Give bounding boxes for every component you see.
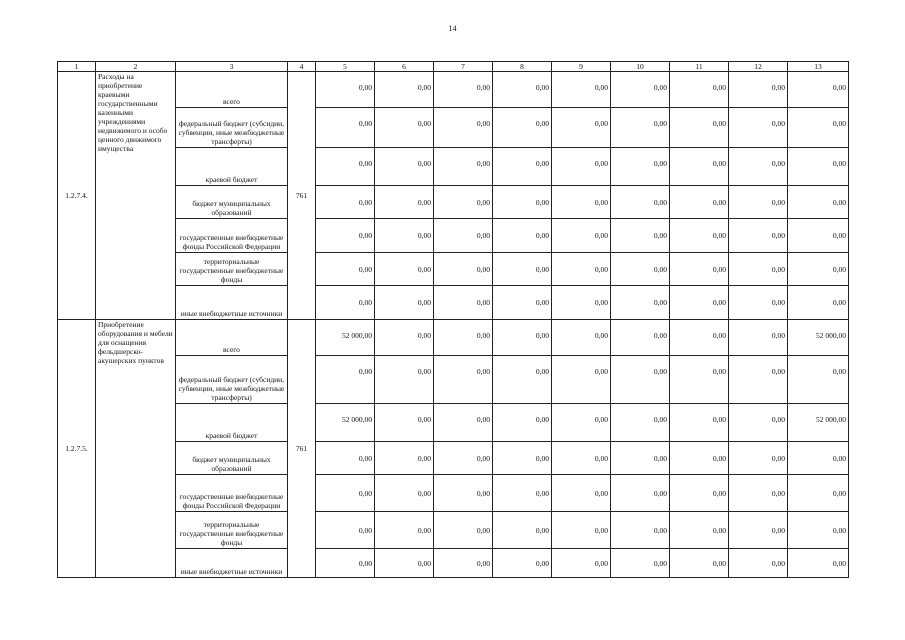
column-header-5: 5: [316, 62, 375, 72]
funding-source: государственные внебюджетные фонды Российской Федерации: [176, 219, 288, 253]
table-row: [58, 512, 849, 549]
value-cell: 0,00: [375, 320, 434, 356]
value-cell: 0,00: [493, 108, 552, 148]
value-cell: 0,00: [316, 72, 375, 108]
funding-source: территориальные государственные внебюджетные фонды: [176, 512, 288, 549]
value-cell: 0,00: [611, 108, 670, 148]
value-cell: 0,00: [375, 475, 434, 512]
value-cell: 0,00: [729, 404, 788, 442]
column-header-13: 13: [788, 62, 849, 72]
value-cell: 0,00: [434, 320, 493, 356]
value-cell: 0,00: [493, 72, 552, 108]
value-cell: 0,00: [670, 108, 729, 148]
value-cell: 0,00: [611, 72, 670, 108]
section-name: Приобретение оборудования и мебели для оснащения фельдшерско-акушерских пунктов: [96, 320, 176, 578]
value-cell: 0,00: [729, 186, 788, 219]
value-cell: 0,00: [611, 356, 670, 404]
value-cell: 0,00: [434, 475, 493, 512]
value-cell: 0,00: [729, 219, 788, 253]
column-header-8: 8: [493, 62, 552, 72]
value-cell: 0,00: [552, 549, 611, 578]
funding-source: краевой бюджет: [176, 404, 288, 442]
value-cell: 0,00: [493, 356, 552, 404]
value-cell: 0,00: [729, 512, 788, 549]
funding-source: иные внебюджетные источники: [176, 549, 288, 578]
page-number: 14: [448, 24, 457, 33]
value-cell: 0,00: [611, 512, 670, 549]
value-cell: 0,00: [611, 253, 670, 286]
value-cell: 0,00: [316, 253, 375, 286]
column-header-10: 10: [611, 62, 670, 72]
funding-source: краевой бюджет: [176, 148, 288, 186]
value-cell: 0,00: [375, 219, 434, 253]
value-cell: 0,00: [316, 219, 375, 253]
value-cell: 0,00: [434, 148, 493, 186]
value-cell: 0,00: [670, 404, 729, 442]
value-cell: 0,00: [729, 356, 788, 404]
value-cell: 0,00: [316, 442, 375, 475]
funding-source: территориальные государственные внебюджетные фонды: [176, 253, 288, 286]
column-header-2: 2: [96, 62, 176, 72]
value-cell: 0,00: [788, 475, 849, 512]
value-cell: 0,00: [611, 286, 670, 320]
value-cell: 0,00: [552, 404, 611, 442]
value-cell: 0,00: [493, 475, 552, 512]
section-code: 1.2.7.4.: [58, 72, 96, 320]
value-cell: 0,00: [670, 72, 729, 108]
value-cell: 0,00: [611, 475, 670, 512]
column-header-12: 12: [729, 62, 788, 72]
value-cell: 0,00: [316, 148, 375, 186]
value-cell: 0,00: [729, 549, 788, 578]
funding-source: бюджет муниципальных образований: [176, 186, 288, 219]
value-cell: 0,00: [552, 108, 611, 148]
value-cell: 52 000,00: [788, 404, 849, 442]
value-cell: 0,00: [552, 72, 611, 108]
value-cell: 0,00: [788, 356, 849, 404]
table-row: [58, 549, 849, 578]
value-cell: 0,00: [493, 404, 552, 442]
value-cell: 0,00: [316, 186, 375, 219]
value-cell: 0,00: [493, 186, 552, 219]
value-cell: 0,00: [434, 512, 493, 549]
value-cell: 0,00: [316, 108, 375, 148]
value-cell: 0,00: [434, 549, 493, 578]
section-name: Расходы на приобретение краевыми государственными казенными учреждениями недвижимого и особо ценного движимого имущества: [96, 72, 176, 320]
value-cell: 0,00: [611, 442, 670, 475]
value-cell: 0,00: [375, 72, 434, 108]
funding-source: всего: [176, 72, 288, 108]
column-header-9: 9: [552, 62, 611, 72]
value-cell: 0,00: [552, 475, 611, 512]
value-cell: 0,00: [552, 320, 611, 356]
value-cell: 0,00: [552, 356, 611, 404]
value-cell: 0,00: [375, 286, 434, 320]
value-cell: 0,00: [375, 404, 434, 442]
table-row: [58, 356, 849, 404]
value-cell: 0,00: [552, 286, 611, 320]
value-cell: 0,00: [670, 512, 729, 549]
value-cell: 0,00: [375, 356, 434, 404]
value-cell: 0,00: [670, 475, 729, 512]
funding-source: бюджет муниципальных образований: [176, 442, 288, 475]
value-cell: 0,00: [493, 253, 552, 286]
table-row: [58, 219, 849, 253]
budget-table: [57, 61, 849, 578]
funding-source: федеральный бюджет (субсидии, субвенции, иные межбюджетные трансферты): [176, 108, 288, 148]
value-cell: 0,00: [493, 320, 552, 356]
value-cell: 0,00: [670, 186, 729, 219]
value-cell: 0,00: [729, 253, 788, 286]
value-cell: 0,00: [375, 512, 434, 549]
value-cell: 0,00: [493, 549, 552, 578]
value-cell: 52 000,00: [788, 320, 849, 356]
value-cell: 0,00: [434, 286, 493, 320]
value-cell: 0,00: [316, 549, 375, 578]
value-cell: 0,00: [375, 549, 434, 578]
value-cell: 0,00: [788, 72, 849, 108]
value-cell: 0,00: [493, 219, 552, 253]
funding-source: иные внебюджетные источники: [176, 286, 288, 320]
value-cell: 0,00: [316, 286, 375, 320]
value-cell: 0,00: [434, 442, 493, 475]
value-cell: 0,00: [788, 512, 849, 549]
column-header-7: 7: [434, 62, 493, 72]
column-header-1: 1: [58, 62, 96, 72]
value-cell: 0,00: [670, 253, 729, 286]
value-cell: 0,00: [729, 148, 788, 186]
value-cell: 0,00: [670, 320, 729, 356]
funding-source: всего: [176, 320, 288, 356]
value-cell: 0,00: [729, 320, 788, 356]
value-cell: 0,00: [552, 186, 611, 219]
value-cell: 0,00: [434, 72, 493, 108]
table-row: [58, 475, 849, 512]
value-cell: 0,00: [316, 512, 375, 549]
value-cell: 0,00: [788, 219, 849, 253]
value-cell: 0,00: [670, 356, 729, 404]
value-cell: 0,00: [729, 108, 788, 148]
table-row: [58, 253, 849, 286]
value-cell: 0,00: [552, 253, 611, 286]
table-row: [58, 286, 849, 320]
value-cell: 0,00: [434, 356, 493, 404]
value-cell: 0,00: [670, 286, 729, 320]
value-cell: 0,00: [729, 286, 788, 320]
value-cell: 0,00: [434, 404, 493, 442]
table-row: [58, 404, 849, 442]
value-cell: 0,00: [434, 186, 493, 219]
value-cell: 0,00: [611, 186, 670, 219]
table-row: [58, 186, 849, 219]
value-cell: 0,00: [316, 356, 375, 404]
value-cell: 0,00: [375, 186, 434, 219]
table-body: [58, 62, 849, 578]
value-cell: 52 000,00: [316, 404, 375, 442]
value-cell: 0,00: [552, 512, 611, 549]
header-row: [58, 62, 849, 72]
value-cell: 0,00: [434, 108, 493, 148]
value-cell: 0,00: [434, 219, 493, 253]
value-cell: 0,00: [434, 253, 493, 286]
value-cell: 0,00: [611, 549, 670, 578]
value-cell: 0,00: [552, 442, 611, 475]
value-cell: 0,00: [316, 475, 375, 512]
section-code: 1.2.7.5.: [58, 320, 96, 578]
value-cell: 0,00: [375, 442, 434, 475]
table-row: [58, 72, 849, 108]
value-cell: 0,00: [493, 442, 552, 475]
value-cell: 0,00: [788, 442, 849, 475]
value-cell: 0,00: [611, 404, 670, 442]
value-cell: 0,00: [788, 108, 849, 148]
value-cell: 0,00: [788, 186, 849, 219]
value-cell: 0,00: [375, 253, 434, 286]
value-cell: 0,00: [375, 108, 434, 148]
value-cell: 0,00: [788, 148, 849, 186]
value-cell: 0,00: [729, 72, 788, 108]
column-header-3: 3: [176, 62, 288, 72]
value-cell: 0,00: [670, 442, 729, 475]
value-cell: 0,00: [611, 320, 670, 356]
column-header-11: 11: [670, 62, 729, 72]
value-cell: 0,00: [493, 286, 552, 320]
section-indicator: 761: [288, 72, 316, 320]
table-row: [58, 148, 849, 186]
funding-source: государственные внебюджетные фонды Российской Федерации: [176, 475, 288, 512]
value-cell: 0,00: [670, 549, 729, 578]
value-cell: 0,00: [788, 549, 849, 578]
value-cell: 0,00: [611, 219, 670, 253]
section-indicator: 761: [288, 320, 316, 578]
value-cell: 0,00: [788, 286, 849, 320]
value-cell: 0,00: [493, 512, 552, 549]
value-cell: 0,00: [729, 475, 788, 512]
table-row: [58, 320, 849, 356]
value-cell: 0,00: [552, 219, 611, 253]
value-cell: 0,00: [670, 219, 729, 253]
value-cell: 0,00: [611, 148, 670, 186]
value-cell: 0,00: [375, 148, 434, 186]
table-row: [58, 108, 849, 148]
value-cell: 0,00: [729, 442, 788, 475]
value-cell: 0,00: [552, 148, 611, 186]
funding-source: федеральный бюджет (субсидии, субвенции, иные межбюджетные трансферты): [176, 356, 288, 404]
value-cell: 0,00: [788, 253, 849, 286]
column-header-6: 6: [375, 62, 434, 72]
value-cell: 0,00: [493, 148, 552, 186]
table-row: [58, 442, 849, 475]
value-cell: 52 000,00: [316, 320, 375, 356]
column-header-4: 4: [288, 62, 316, 72]
value-cell: 0,00: [670, 148, 729, 186]
